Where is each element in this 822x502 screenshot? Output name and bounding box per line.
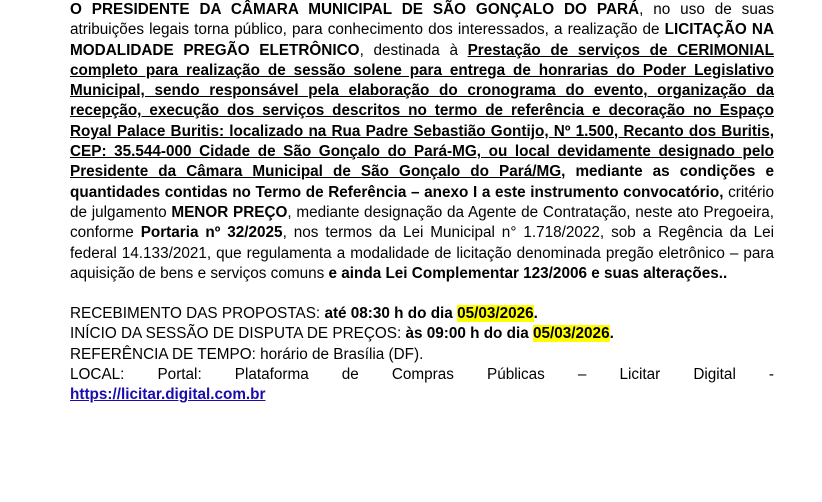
portaria-text: Portaria nº 32/2025 (140, 224, 283, 242)
modality-text: LICITAÇÃO NA MODALIDADE PREGÃO ELETRÔNICO (70, 21, 774, 59)
receipt-label: RECEBIMENTO DAS PROPOSTAS: (70, 305, 325, 323)
time-reference-line: REFERÊNCIA DE TEMPO: horário de Brasília (DF). (70, 345, 424, 363)
criteria-label: critério de julgamento (70, 183, 774, 221)
portal-link[interactable]: https://licitar.digital.com.br (70, 386, 266, 404)
session-start-end: . (609, 325, 614, 343)
issuer-heading: O PRESIDENTE DA CÂMARA MUNICIPAL DE SÃO GONÇALO DO PARÁ (70, 1, 640, 18)
legal-basis-text: , nos termos da Lei Municipal n° 1.718/2022, sob a Regência da Lei federal 14.133/2021, que regulamenta a modalidade de licitação denominada pregão eletrônico – para aquisição de bens e serviços comuns (70, 224, 774, 282)
portal-link-line (70, 385, 774, 405)
receipt-time: até 08:30 h do dia (324, 305, 458, 323)
receipt-end: . (533, 305, 538, 323)
receipt-date: 05/03/2026 (457, 305, 534, 323)
complementary-law-text: e ainda Lei Complementar 123/2006 e suas alterações (328, 264, 719, 282)
purpose-connector: , destinada à (359, 41, 468, 59)
notice-document (70, 0, 774, 406)
designation-text: , mediante designação da Agente de Contratação, neste ato Pregoeira, conforme (70, 203, 774, 242)
session-start-label: INÍCIO DA SESSÃO DE DISPUTA DE PREÇOS: (70, 325, 406, 343)
intro-text: , no uso de suas atribuições legais torna público, para conhecimento dos interessados, a realização de (70, 1, 774, 39)
session-start-time: às 09:00 h do dia (405, 325, 534, 343)
location-line: LOCAL: Portal: Plataforma de Compras Públicas – Licitar Digital - (70, 366, 774, 384)
session-start-line (70, 324, 774, 344)
paragraph-end: .. (718, 264, 728, 282)
spacer (70, 284, 774, 304)
notice-paragraph (70, 0, 774, 284)
session-start-date: 05/03/2026 (533, 325, 610, 343)
receipt-line (70, 304, 774, 324)
conditions-text: , mediante as condições e quantidades contidas no Termo de Referência – anexo I a este instrumento convocatório, (70, 163, 774, 201)
object-description: Prestação de serviços de CERIMONIAL completo para realização de sessão solene para entrega de honrarias do Poder Legislativo Municipal, sendo responsável pela elaboração do cronograma do evento, organização da recepção, execução dos serviços descritos no termo de referência e decoração no Espaço Royal Palace Buritis: localizado na Rua Padre Sebastião Gontijo, Nº 1.500, Recanto dos Buritis, CEP: 35.544-000 Cidade de São Gonçalo do Pará-MG, ou local devidamente designado pelo Presidente da Câmara Municipal de São Gonçalo do Pará/MG (70, 41, 774, 181)
criteria-value: MENOR PREÇO (171, 203, 288, 221)
